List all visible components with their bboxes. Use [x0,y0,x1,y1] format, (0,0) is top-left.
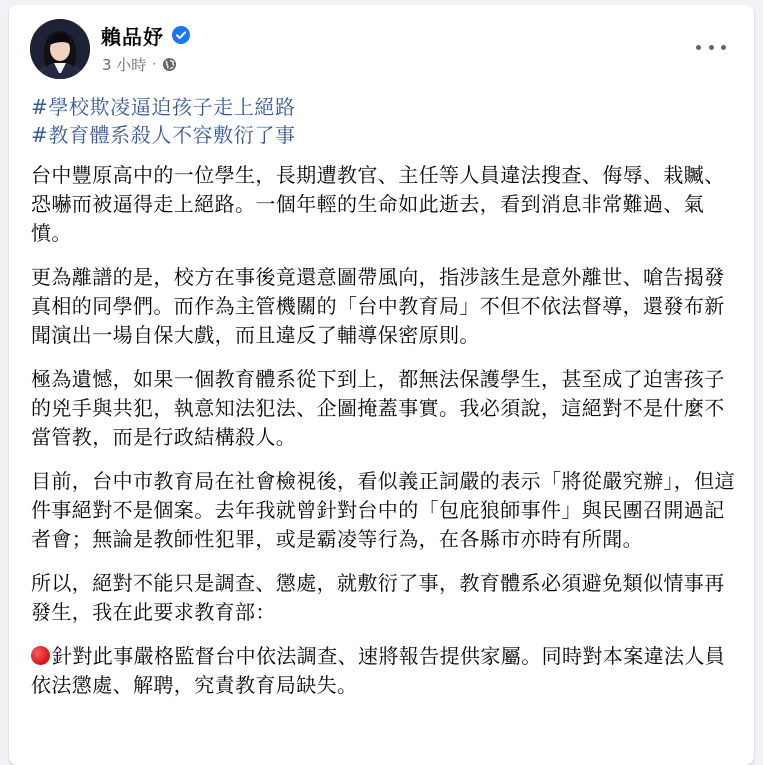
post-body [31,161,743,715]
post-paragraph: 所以，絕對不能只是調查、懲處，就敷衍了事，教育體系必須避免類似情事再發生，我在此要求教育部： [31,571,725,624]
more-dot [709,45,714,50]
post-paragraph: 更為離譜的是，校方在事後竟還意圖帶風向，指涉該生是意外離世、嗆告揭發真相的同學們。而作為主管機關的「台中教育局」不但不依法督導，還發布新聞演出一場自保大戲，而且違反了輔導保密原則。 [31,265,725,347]
verified-badge-icon [172,26,190,44]
hashtag-link[interactable]: #教育體系殺人不容敷衍了事 [31,123,296,147]
post-header [9,5,754,85]
post-card [9,5,754,765]
demand-text: 針對此事嚴格監督台中依法調查、速將報告提供家屬。同時對本案違法人員依法懲處、解聘，究責教育局缺失。 [31,644,726,697]
post-paragraph: 目前，台中市教育局在社會檢視後，看似義正詞嚴的表示「將從嚴究辦」，但這件事絕對不是個案。去年我就曾針對台中的「包庇狼師事件」與民團召開過記者會；無論是教師性犯罪，或是霸凌等行為，在各縣市亦時有所聞。 [31,469,735,551]
author-row [101,20,190,50]
more-dot [721,45,726,50]
meta-separator: · [152,57,157,71]
post-meta [102,53,177,75]
hashtag-list [31,93,296,149]
more-dot [696,45,701,50]
author-name[interactable]: 賴品妤 [101,24,164,49]
hashtag-link[interactable]: #學校欺凌逼迫孩子走上絕路 [31,95,296,119]
post-paragraph: 台中豐原高中的一位學生，長期遭教官、主任等人員違法搜查、侮辱、栽贓、恐嚇而被逼得走上絕路。一個年輕的生命如此逝去，看到消息非常難過、氣憤。 [31,163,725,245]
avatar-photo [30,19,90,79]
globe-icon[interactable] [162,57,177,72]
more-options-icon[interactable] [696,37,726,57]
post-paragraph: 極為遺憾，如果一個教育體系從下到上，都無法保護學生，甚至成了迫害孩子的兇手與共犯，執意知法犯法、企圖掩蓋事實。我必須說，這絕對不是什麼不當管教，而是行政結構殺人。 [31,367,725,449]
post-paragraph-demand [31,642,743,700]
red-circle-icon [31,646,50,665]
post-timestamp[interactable]: 3 小時 [102,55,147,74]
author-avatar[interactable] [30,19,90,79]
